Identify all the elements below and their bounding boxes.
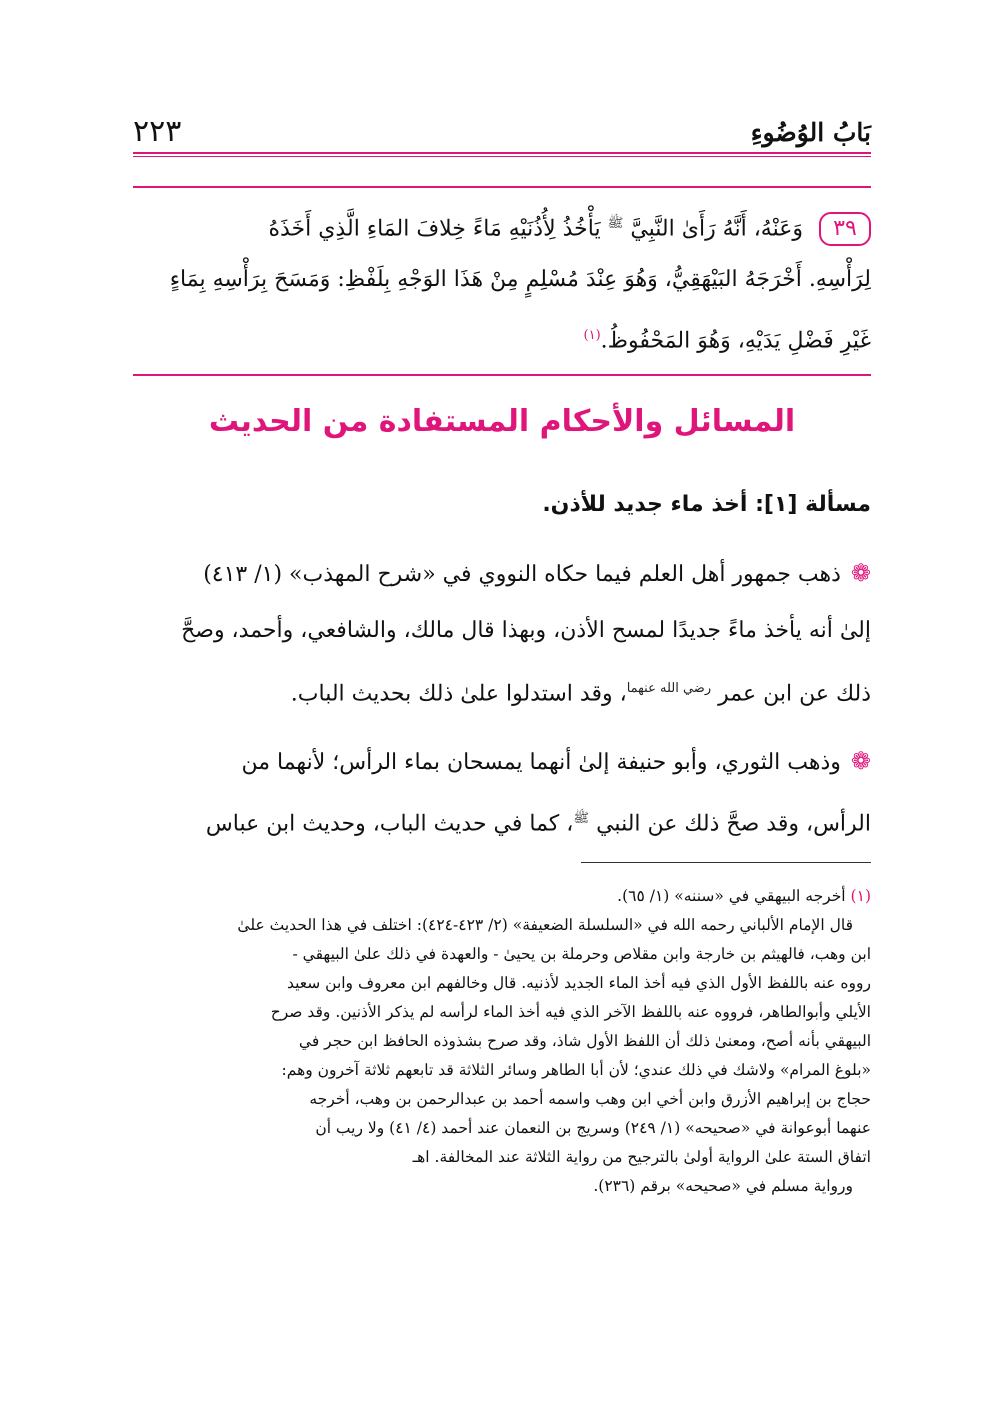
hadith-bottom-rule (133, 374, 871, 376)
footnote-line: قال الإمام الألباني رحمه الله في «السلسلة الضعيفة» (٢/ ٤٢٣-٤٢٤): اختلف في هذا الحديث علىٰ (237, 916, 853, 934)
page-number: ٢٢٣ (133, 114, 182, 149)
salawat-glyph: ﷺ (573, 811, 590, 826)
hadith-line-2: لِرَأْسِهِ. أَخْرَجَهُ البَيْهَقِيُّ، وَهُوَ عِنْدَ مُسْلِمٍ مِنْ هَذَا الوَجْهِ بِلَفْظِ: وَمَسَحَ بِرَأْسِهِ بِمَاءٍ (169, 267, 871, 292)
flower-bullet-icon: ❁ (850, 747, 871, 775)
hadith-number-badge: ٣٩ (819, 212, 871, 246)
footnote-line: حجاج بن إبراهيم الأزرق وابن أخي ابن وهب واسمه أحمد بن عبدالرحمن بن وهب، أخرجه (309, 1090, 871, 1108)
hadith-line-1: ٣٩وَعَنْهُ، أَنَّهُ رَأَىٰ النَّبِيَّ $^ﷺ$ يَأْخُذُ لِأُذُنَيْهِ مَاءً خِلافَ المَاءِ الَّذِي أَخَذَهُ (133, 196, 871, 252)
hadith-block (133, 196, 871, 364)
chapter-title: بَابُ الوُضُوءِ (750, 118, 871, 147)
footnote-line: الأيلي وأبوالطاهر، فرووه عنه باللفظ الآخر الذي فيه أخذ الماء لرأسه لم يذكر الأذنين. وقد صرح (270, 1003, 871, 1021)
radiallahu-glyph: رضي الله عنهما (626, 681, 712, 696)
salawat-glyph: ﷺ (607, 216, 624, 231)
paragraph-line: الرأس، وقد صحَّ ذلك عن النبي $^ﷺ$، كما في حديث الباب، وحديث ابن عباس (205, 811, 871, 837)
footnote-reference[interactable]: (١) (583, 328, 601, 343)
footnote-line: ورواية مسلم في «صحيحه» برقم (٢٣٦). (593, 1177, 853, 1195)
flower-bullet-icon: ❁ (850, 559, 871, 587)
hadith-top-rule (133, 186, 871, 188)
header-rule (133, 152, 871, 154)
footnote-line: البيهقي بأنه أصح، ومعنىٰ ذلك أن اللفظ الأول شاذ، وقد صرح بشذوذه الحافظ ابن حجر في (298, 1032, 871, 1050)
footnote-line: (١) أخرجه البيهقي في «سننه» (١/ ٦٥). (617, 887, 871, 905)
section-title: المسائل والأحكام المستفادة من الحديث (208, 404, 796, 439)
footnote-line: رووه عنه باللفظ الأول الذي فيه أخذ الماء الجديد لأذنيه. قال وخالفهم ابن معروف وابن سعيد (286, 974, 871, 992)
footnote-separator (581, 862, 871, 863)
footnote-line: اتفاق الستة علىٰ الرواية أولىٰ بالترجيح من رواية الثلاثة عند المخالفة. اهـ (412, 1148, 871, 1166)
paragraph-1 (133, 544, 871, 718)
paragraph-line: إلىٰ أنه يأخذ ماءً جديدًا لمسح الأذن، وبهذا قال مالك، والشافعي، وأحمد، وصحَّ (181, 618, 871, 643)
paragraph-line: ❁وذهب الثوري، وأبو حنيفة إلىٰ أنهما يمسحان بماء الرأس؛ لأنهما من (241, 747, 871, 775)
footnote-line: عنهما أبوعوانة في «صحيحه» (١/ ٢٤٩) وسريج بن النعمان عند أحمد (٤/ ٤١) ولا ريب أن (315, 1119, 871, 1137)
paragraph-2 (133, 732, 871, 848)
header-rule-thin (133, 156, 871, 157)
footnote-line: «بلوغ المرام» ولاشك في ذلك عندي؛ لأن أبا الطاهر وسائر الثلاثة قد تابعهم ثلاثة آخرون وهم: (281, 1061, 871, 1079)
paragraph-line: ❁ذهب جمهور أهل العلم فيما حكاه النووي في «شرح المهذب» (١/ ٤١٣) (203, 559, 871, 587)
hadith-line-3: غَيْرِ فَضْلِ يَدَيْهِ، وَهُوَ المَحْفُوظُ.$^{(١)}$ (583, 328, 871, 354)
issue-title: مسألة [١]: أخذ ماء جديد للأذن. (542, 492, 871, 517)
footnotes (133, 882, 871, 1201)
footnote-line: ابن وهب، فالهيثم بن خارجة وابن مقلاص وحرملة بن يحيىٰ - والعهدة في ذلك علىٰ البيهقي - (292, 945, 871, 963)
paragraph-line: ذلك عن ابن عمر $^{رضي الله عنهما}$، وقد استدلوا علىٰ ذلك بحديث الباب. (290, 681, 871, 707)
footnote-number: (١) (850, 887, 871, 905)
